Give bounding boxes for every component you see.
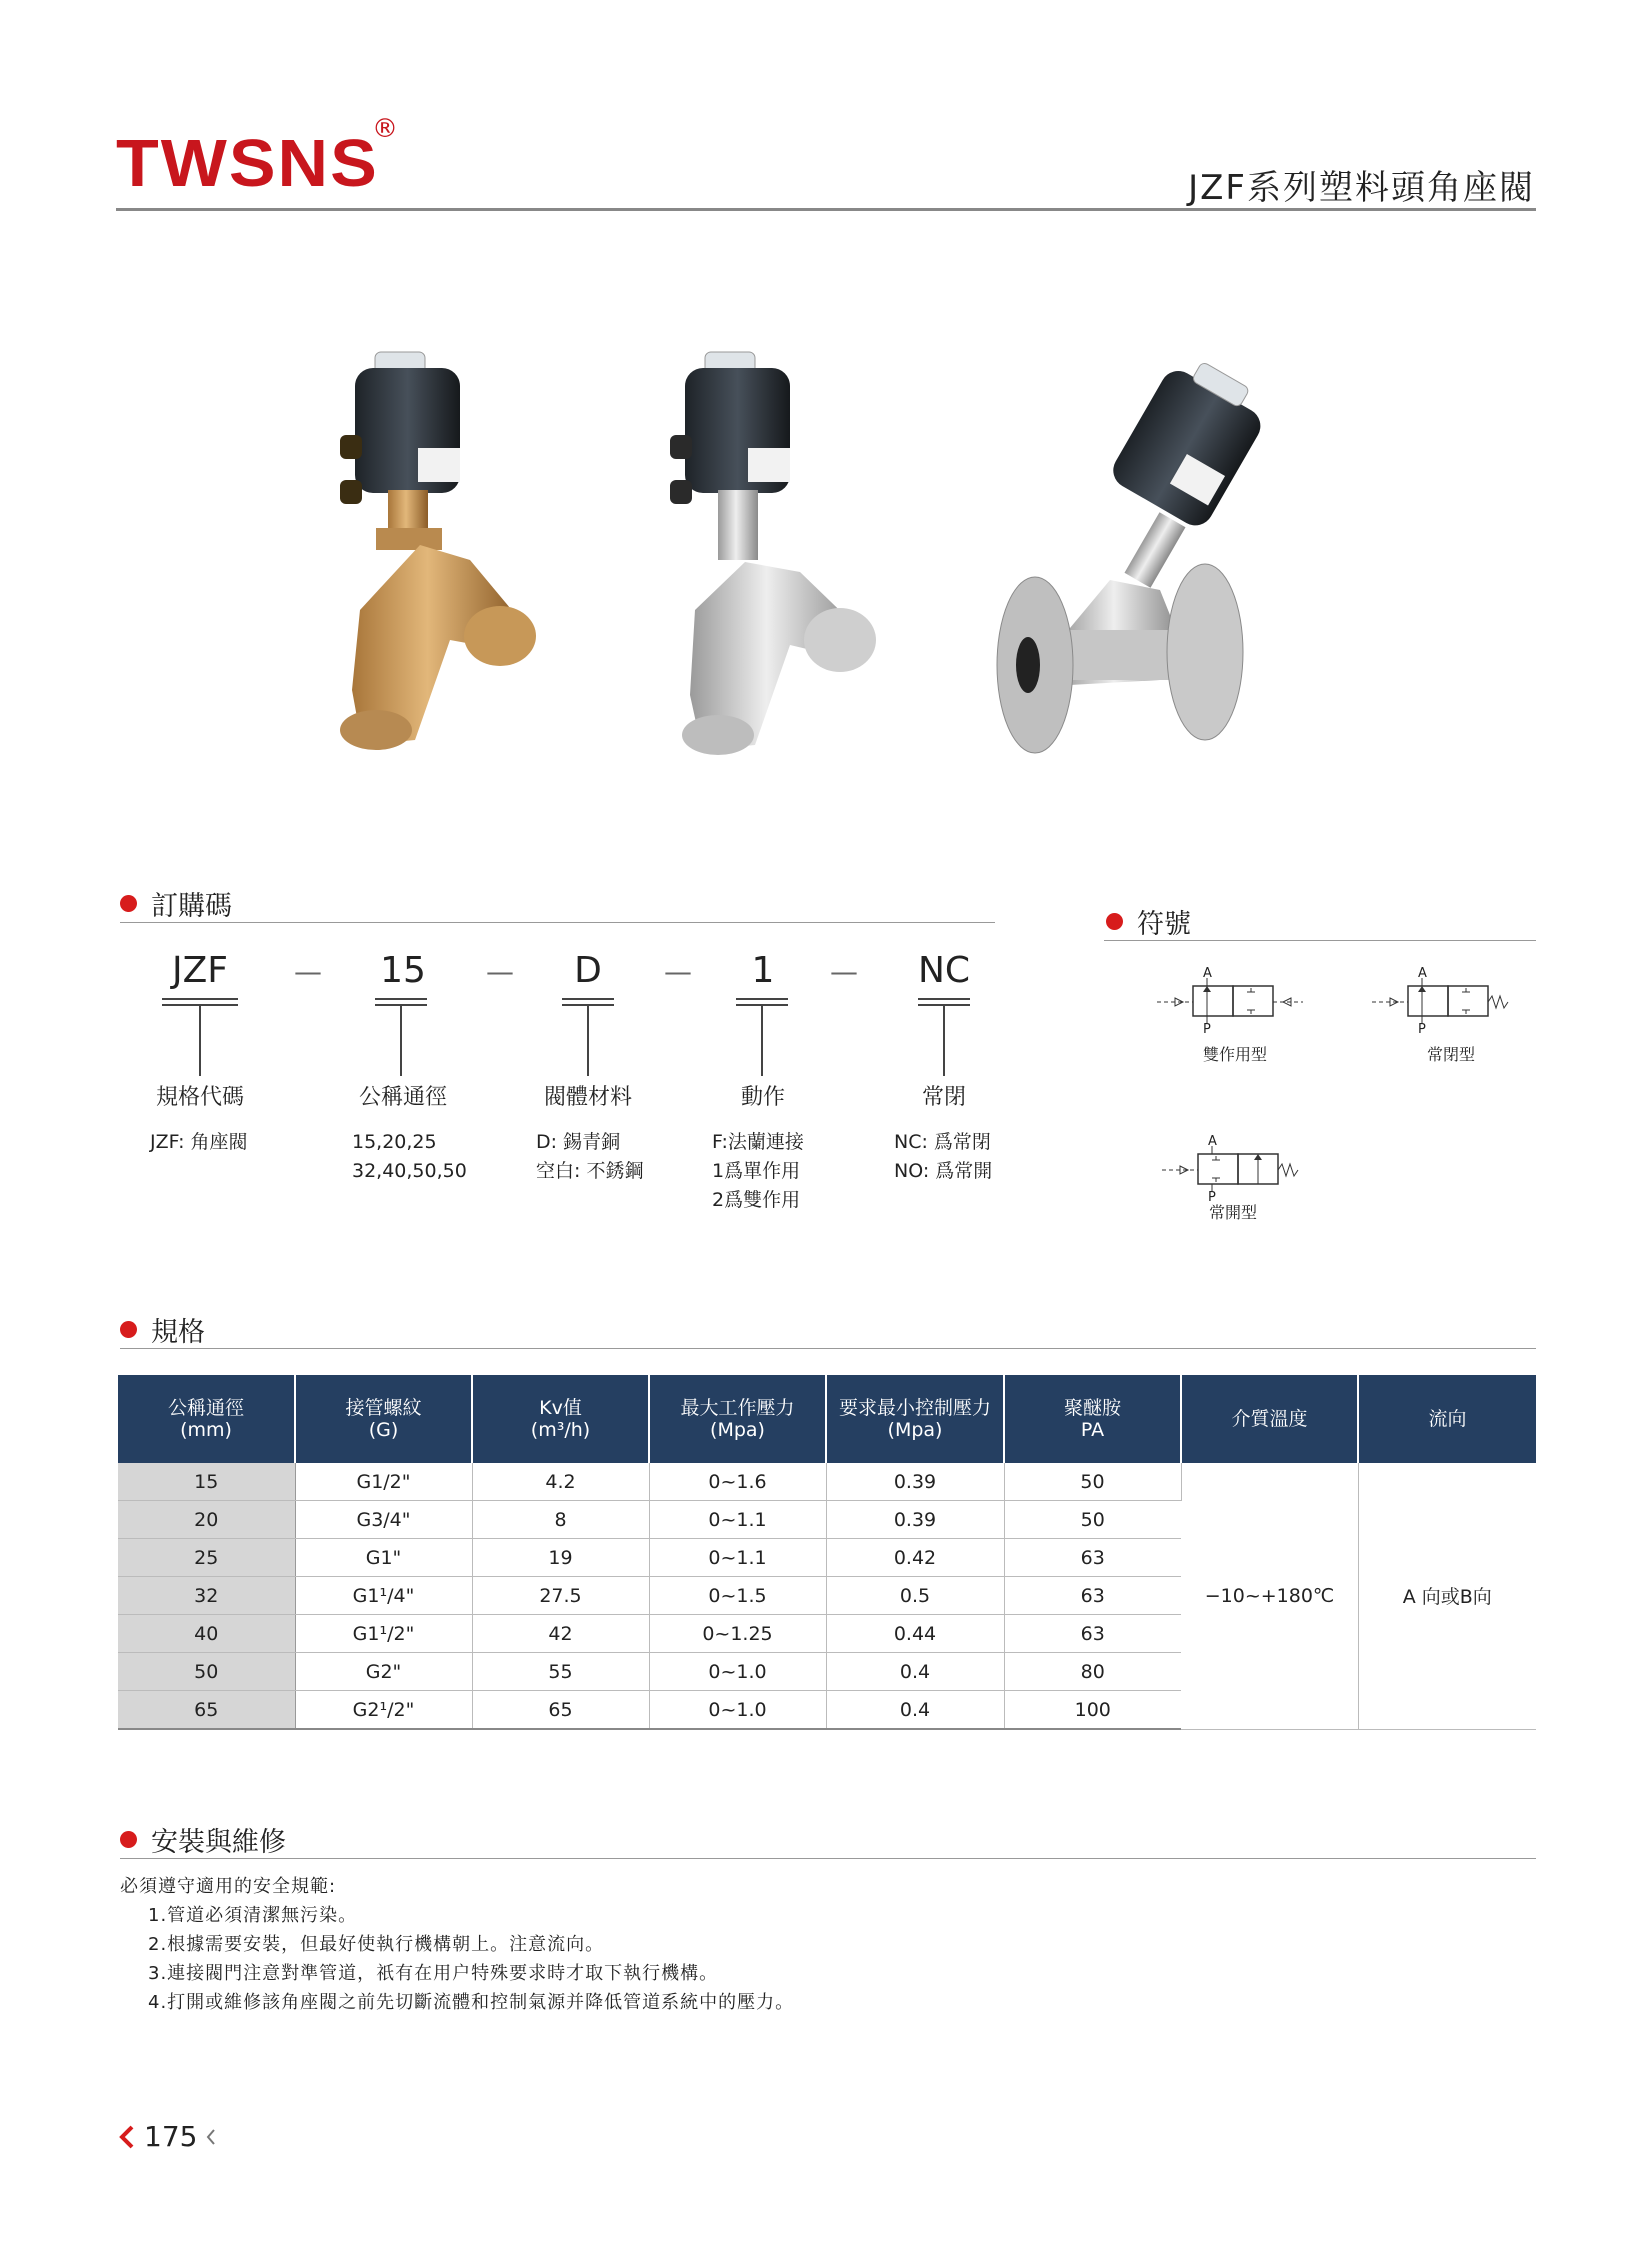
table-cell: 8: [472, 1501, 649, 1539]
code-stem: [400, 1004, 402, 1076]
symbol-normally-open: [1160, 1134, 1310, 1205]
symbol-caption-double: 雙作用型: [1202, 1045, 1267, 1064]
brand-logo: TWSNS: [116, 125, 379, 201]
code-label-state: 常閉: [921, 1085, 966, 1110]
code-dash: —: [294, 955, 322, 988]
column-header: 最大工作壓力 (Mpa): [649, 1375, 826, 1463]
code-segment-action: 1: [751, 950, 775, 991]
chevron-left-icon: [118, 2124, 136, 2150]
table-cell: 50: [1004, 1463, 1181, 1501]
port-p-label: P: [1203, 1022, 1211, 1037]
spec-heading: [120, 1310, 205, 1349]
column-header: 公稱通徑 (mm): [118, 1375, 295, 1463]
install-item: 2.根據需要安裝，但最好使執行機構朝上。注意流向。: [148, 1934, 605, 1955]
page-number-text: 175: [144, 2120, 198, 2153]
code-label-material: 閥體材料: [543, 1085, 632, 1110]
temperature-cell: −10~+180℃: [1181, 1463, 1358, 1729]
series-title: JZF系列塑料頭角座閥: [1188, 168, 1535, 208]
bullet-icon: [120, 1321, 137, 1338]
code-dash: —: [486, 955, 514, 988]
table-cell: 0~1.0: [649, 1691, 826, 1730]
port-a-label: A: [1208, 1134, 1217, 1149]
install-item: 3.連接閥門注意對準管道，祇有在用户特殊要求時才取下執行機構。: [148, 1963, 719, 1984]
symbol-normally-closed: [1370, 966, 1520, 1037]
code-label-action: 動作: [740, 1085, 785, 1110]
column-header: 要求最小控制壓力 (Mpa): [826, 1375, 1004, 1463]
install-intro: 必須遵守適用的安全規範:: [120, 1876, 337, 1897]
table-cell: G1¹/2": [295, 1615, 472, 1653]
table-cell: 19: [472, 1539, 649, 1577]
table-cell: 63: [1004, 1539, 1181, 1577]
table-cell: 0~1.5: [649, 1577, 826, 1615]
order-code-title: 訂購碼: [151, 891, 232, 922]
table-cell: 0.39: [826, 1501, 1004, 1539]
table-cell: 4.2: [472, 1463, 649, 1501]
code-desc-spec: JZF: 角座閥: [150, 1131, 248, 1153]
table-cell: 25: [118, 1539, 295, 1577]
table-cell: 0~1.0: [649, 1653, 826, 1691]
table-cell: 0.4: [826, 1653, 1004, 1691]
flow-direction-cell: A 向或B向: [1358, 1463, 1536, 1729]
code-stem: [199, 1004, 201, 1076]
code-segment-size: 15: [380, 950, 426, 991]
symbol-caption-nc: 常閉型: [1426, 1045, 1475, 1064]
table-cell: G1/2": [295, 1463, 472, 1501]
table-cell: G2": [295, 1653, 472, 1691]
table-cell: 20: [118, 1501, 295, 1539]
table-cell: 55: [472, 1653, 649, 1691]
flanged-valve-photo: [997, 349, 1276, 753]
symbol-double-acting: [1155, 966, 1305, 1037]
code-desc-material: D: 錫青銅 空白: 不銹鋼: [536, 1131, 644, 1182]
spec-divider: [120, 1348, 1536, 1349]
port-a-label: A: [1203, 966, 1212, 981]
order-code-heading: [120, 884, 232, 923]
symbols-divider: [1104, 940, 1536, 941]
table-cell: 50: [118, 1653, 295, 1691]
product-photos: [300, 340, 1380, 800]
symbols-heading: [1106, 902, 1191, 941]
table-cell: 50: [1004, 1501, 1181, 1539]
valve-symbol-icon: [1370, 972, 1520, 1032]
table-cell: G2¹/2": [295, 1691, 472, 1730]
table-cell: 0.4: [826, 1691, 1004, 1730]
port-p-label: P: [1208, 1190, 1216, 1205]
table-cell: G1": [295, 1539, 472, 1577]
brass-valve-photo: [340, 352, 536, 750]
table-cell: 40: [118, 1615, 295, 1653]
table-cell: 32: [118, 1577, 295, 1615]
table-cell: 65: [118, 1691, 295, 1730]
bullet-icon: [120, 895, 137, 912]
port-p-label: P: [1418, 1022, 1426, 1037]
table-cell: 0.5: [826, 1577, 1004, 1615]
code-stem: [943, 1004, 945, 1076]
header-divider: [116, 208, 1536, 211]
symbol-caption-no: 常開型: [1208, 1203, 1257, 1222]
code-segment-state: NC: [917, 950, 971, 991]
table-cell: 65: [472, 1691, 649, 1730]
table-cell: 63: [1004, 1615, 1181, 1653]
code-stem: [587, 1004, 589, 1076]
table-row: [118, 1463, 1536, 1501]
table-cell: 100: [1004, 1691, 1181, 1730]
valve-symbol-icon: [1160, 1140, 1310, 1200]
column-header: 聚醚胺 PA: [1004, 1375, 1181, 1463]
install-heading: [120, 1820, 286, 1859]
table-cell: 0.39: [826, 1463, 1004, 1501]
bullet-icon: [1106, 913, 1123, 930]
valve-symbol-icon: [1155, 972, 1305, 1032]
table-cell: 15: [118, 1463, 295, 1501]
symbols-title: 符號: [1137, 909, 1191, 940]
table-cell: 0~1.6: [649, 1463, 826, 1501]
port-a-label: A: [1418, 966, 1427, 981]
table-cell: 0.44: [826, 1615, 1004, 1653]
code-label-size: 公稱通徑: [358, 1085, 447, 1110]
table-header-row: [118, 1375, 1536, 1463]
table-cell: 80: [1004, 1653, 1181, 1691]
table-cell: 27.5: [472, 1577, 649, 1615]
table-cell: G1¹/4": [295, 1577, 472, 1615]
table-cell: G3/4": [295, 1501, 472, 1539]
table-cell: 42: [472, 1615, 649, 1653]
table-cell: 0~1.25: [649, 1615, 826, 1653]
bullet-icon: [120, 1831, 137, 1848]
code-stem: [761, 1004, 763, 1076]
code-label-spec: 規格代碼: [155, 1085, 244, 1110]
code-desc-action: F:法蘭連接 1爲單作用 2爲雙作用: [712, 1131, 804, 1211]
column-header: Kv值 (m³/h): [472, 1375, 649, 1463]
spec-title: 規格: [151, 1317, 205, 1348]
chevron-left-small-icon: [205, 2127, 217, 2147]
code-desc-size: 15,20,25 32,40,50,50: [352, 1131, 467, 1182]
page-number: [118, 2120, 217, 2153]
table-cell: 63: [1004, 1577, 1181, 1615]
table-cell: 0~1.1: [649, 1501, 826, 1539]
stainless-valve-photo: [670, 352, 876, 755]
table-cell: 0~1.1: [649, 1539, 826, 1577]
install-item: 4.打開或維修該角座閥之前先切斷流體和控制氣源并降低管道系統中的壓力。: [148, 1992, 795, 2013]
code-segment-material: D: [574, 950, 602, 991]
install-item: 1.管道必須清潔無污染。: [148, 1905, 358, 1926]
column-header: 接管螺紋 (G): [295, 1375, 472, 1463]
order-code-divider: [120, 922, 995, 923]
install-divider: [120, 1858, 1536, 1859]
column-header: 介質溫度: [1181, 1375, 1358, 1463]
column-header: 流向: [1358, 1375, 1536, 1463]
install-title: 安裝與維修: [151, 1827, 286, 1858]
code-segment-spec: JZF: [172, 950, 228, 991]
table-cell: 0.42: [826, 1539, 1004, 1577]
code-desc-state: NC: 爲常閉 NO: 爲常開: [894, 1131, 993, 1182]
code-dash: —: [830, 955, 858, 988]
registered-mark: ®: [372, 114, 398, 144]
spec-table: [118, 1375, 1536, 1730]
code-dash: —: [664, 955, 692, 988]
